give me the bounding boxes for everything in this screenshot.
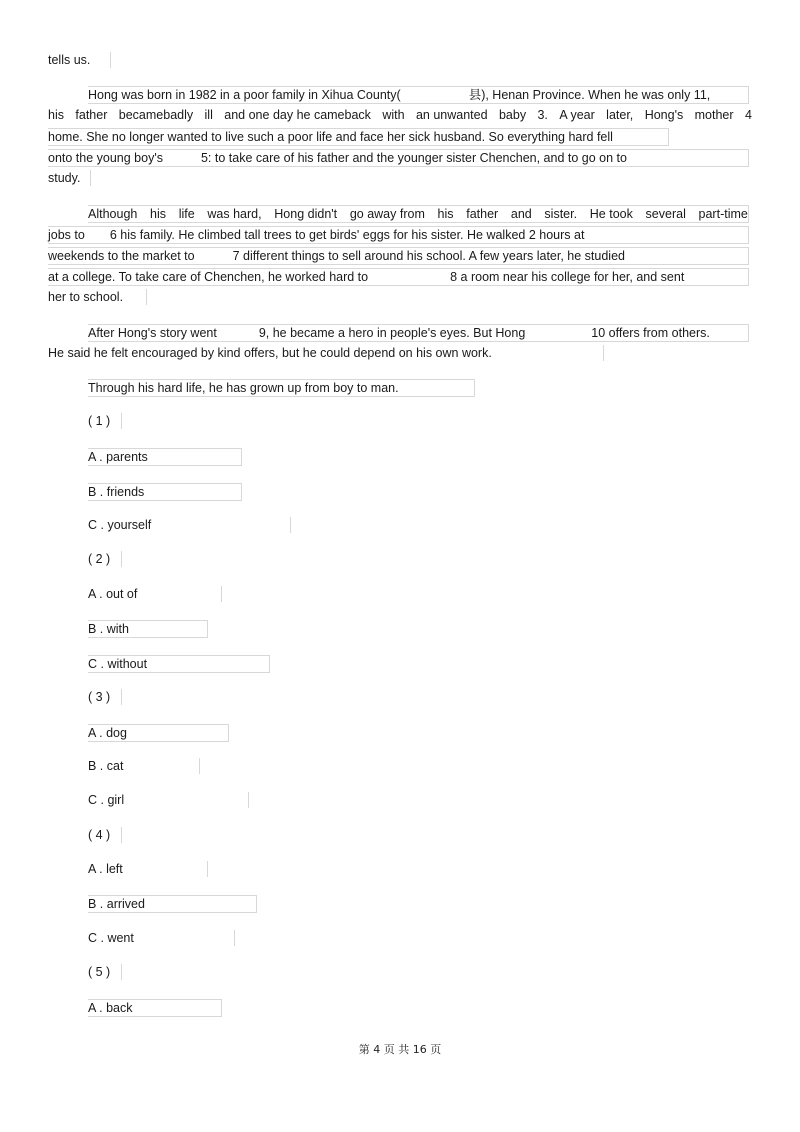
passage-word: go away from: [349, 207, 425, 221]
passage-text: onto the young boy's: [48, 151, 163, 165]
passage-text: He said he felt encouraged by kind offers, but he could depend on his own work.: [48, 346, 492, 360]
passage-line: [48, 170, 91, 186]
passage-text: After Hong's story went: [88, 326, 217, 340]
option-b[interactable]: B . with: [88, 620, 208, 638]
passage-text: at a college. To take care of Chenchen, he worked hard to: [48, 270, 369, 284]
passage-word: Although: [88, 207, 138, 221]
passage-word: several: [645, 207, 686, 221]
passage-word: his: [437, 207, 454, 221]
passage-line: [48, 345, 604, 361]
passage-text: 县), Henan Province. When he was only 11,: [468, 88, 711, 102]
option-a[interactable]: A . back: [88, 999, 222, 1017]
question-number: ( 2 ): [88, 551, 122, 567]
passage-word: his: [48, 108, 64, 122]
passage-word: He took: [589, 207, 633, 221]
passage-text: home. She no longer wanted to live such a poor life and face her sick husband. So everything hard fell: [48, 130, 613, 144]
option-c[interactable]: C . went: [88, 930, 235, 946]
option-b[interactable]: B . friends: [88, 483, 242, 501]
passage-line: [48, 149, 749, 167]
passage-text: her to school.: [48, 290, 124, 304]
passage-line-justified: [48, 107, 752, 123]
passage-word: sister.: [544, 207, 578, 221]
passage-text: weekends to the market to: [48, 249, 195, 263]
passage-text: Hong was born in 1982 in a poor family in Xihua County(: [88, 88, 401, 102]
passage-word: 4: [744, 108, 752, 122]
passage-line: [48, 268, 749, 286]
option-a[interactable]: A . left: [88, 861, 208, 877]
passage-word: father: [75, 108, 108, 122]
passage-line: [48, 52, 111, 68]
passage-text: jobs to: [48, 228, 85, 242]
passage-line-justified: [88, 205, 749, 223]
passage-word: was hard,: [207, 207, 262, 221]
passage-word: father: [466, 207, 499, 221]
option-a[interactable]: A . out of: [88, 586, 222, 602]
passage-text: 9, he became a hero in people's eyes. But Hong: [258, 326, 526, 340]
option-a[interactable]: A . parents: [88, 448, 242, 466]
option-b[interactable]: B . arrived: [88, 895, 257, 913]
passage-text: 5: to take care of his father and the younger sister Chenchen, and to go on to: [200, 151, 627, 165]
passage-word: his: [150, 207, 167, 221]
passage-text: 6 his family. He climbed tall trees to get birds' eggs for his sister. He walked 2 hours at: [109, 228, 585, 242]
passage-word: becamebadly: [118, 108, 194, 122]
passage-word: Hong's: [644, 108, 684, 122]
question-number: ( 5 ): [88, 964, 122, 980]
option-b[interactable]: B . cat: [88, 758, 200, 774]
option-a[interactable]: A . dog: [88, 724, 229, 742]
passage-line: [88, 379, 475, 397]
passage-text: 7 different things to sell around his school. A few years later, he studied: [232, 249, 625, 263]
passage-text: 8 a room near his college for her, and sent: [450, 270, 685, 284]
passage-text: study.: [48, 171, 81, 185]
passage-line: [48, 289, 147, 305]
passage-line: [48, 226, 749, 244]
question-number: ( 1 ): [88, 413, 122, 429]
option-c[interactable]: C . yourself: [88, 517, 291, 533]
passage-word: 3.: [537, 108, 548, 122]
passage-word: later,: [606, 108, 634, 122]
passage-word: and one day he cameback: [224, 108, 371, 122]
passage-line: [88, 86, 749, 104]
passage-line: [48, 128, 669, 146]
passage-word: part-time: [698, 207, 748, 221]
passage-word: an unwanted: [415, 108, 488, 122]
question-number: ( 3 ): [88, 689, 122, 705]
passage-text: 10 offers from others.: [591, 326, 710, 340]
option-c[interactable]: C . without: [88, 655, 270, 673]
passage-word: A year: [559, 108, 595, 122]
passage-line: [88, 324, 749, 342]
passage-text: Through his hard life, he has grown up from boy to man.: [88, 381, 399, 395]
passage-word: with: [382, 108, 405, 122]
passage-word: mother: [694, 108, 734, 122]
passage-text: tells us.: [48, 53, 91, 67]
option-c[interactable]: C . girl: [88, 792, 249, 808]
passage-word: Hong didn't: [274, 207, 338, 221]
passage-line: [48, 247, 749, 265]
passage-word: and: [510, 207, 532, 221]
question-number: ( 4 ): [88, 827, 122, 843]
passage-word: baby: [498, 108, 527, 122]
page-number-footer: 第 4 页 共 16 页: [358, 1043, 442, 1056]
passage-word: ill: [204, 108, 213, 122]
passage-word: life: [178, 207, 195, 221]
